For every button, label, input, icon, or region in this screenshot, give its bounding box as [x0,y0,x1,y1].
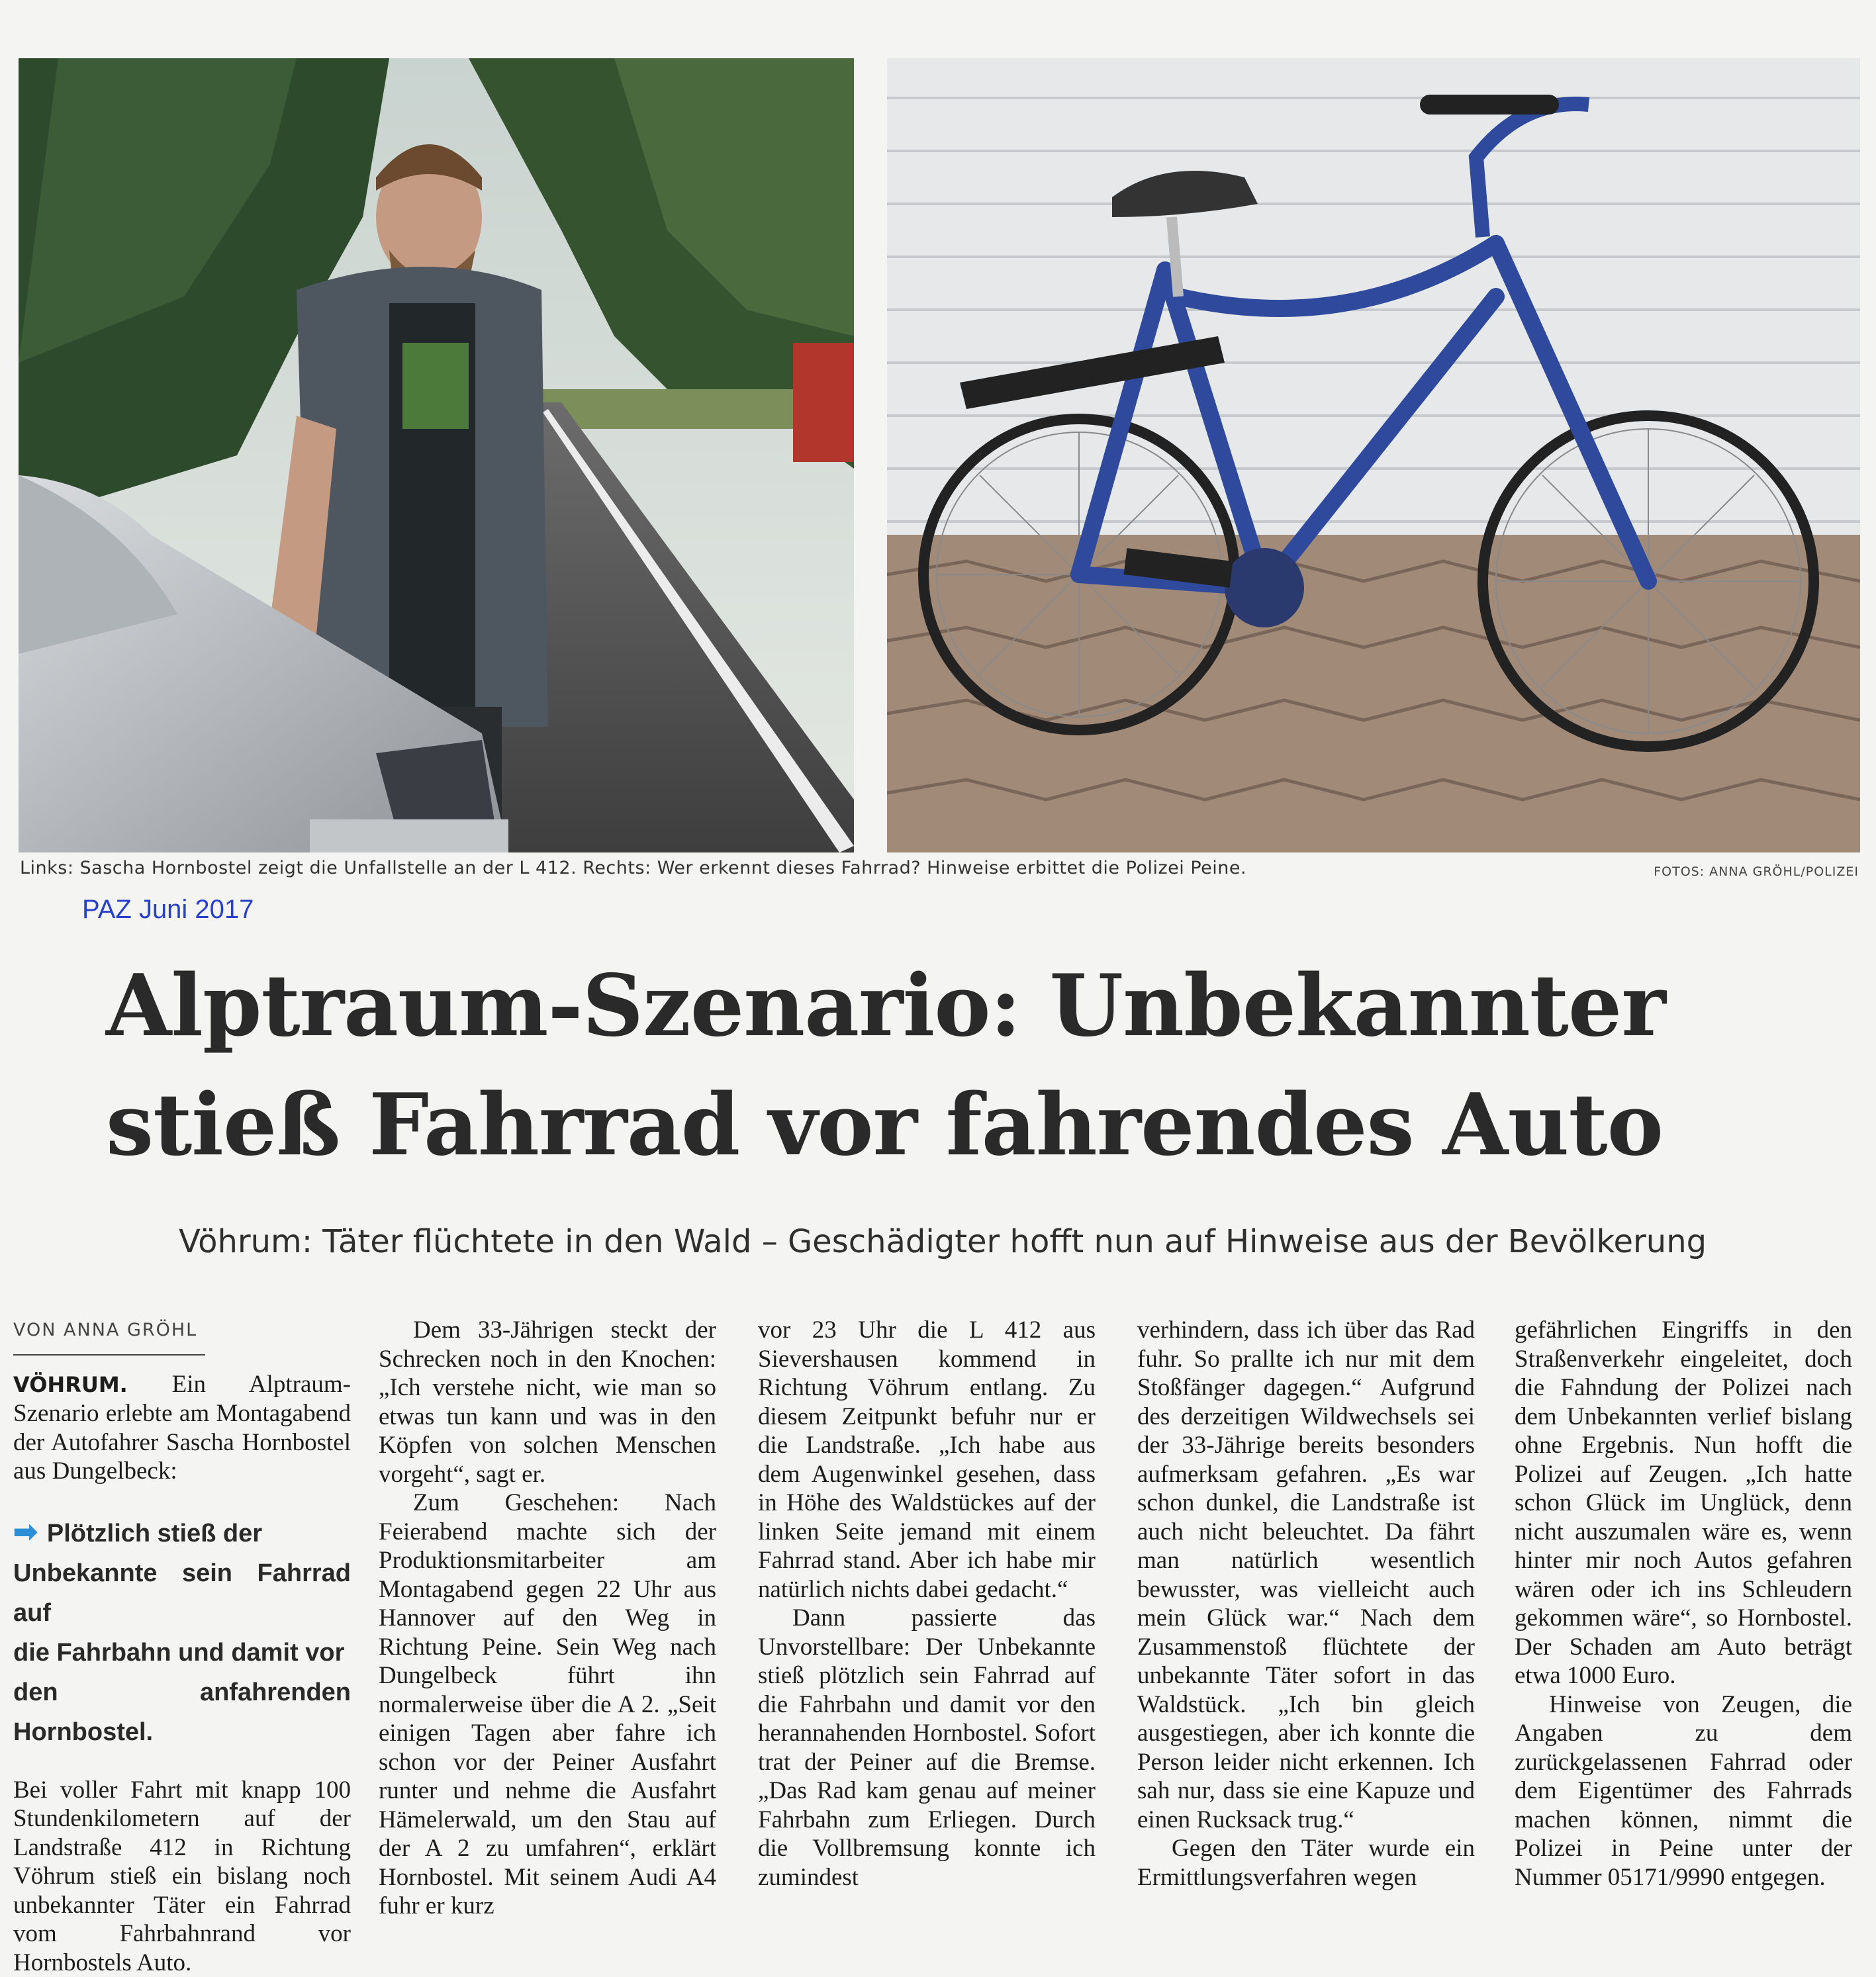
column-2 [379,1316,716,1921]
headline [106,946,1801,1185]
column-3-paragraph-2: Dann passierte das Unvorstellbare: Der Unbekannte stieß plötzlich sein Fahrrad auf die Fahrbahn und damit vor den herannahenden Hornbostel. Sofort trat der Peiner auf die Bremse. „Das Rad kam genau auf meiner Fahrbahn zum Erliegen. Durch die Vollbremsung konnte ich zumindest [758,1604,1096,1892]
source-stamp: PAZ Juni 2017 [82,895,254,925]
column-2-paragraph-2: Zum Geschehen: Nach Feierabend machte sich der Produktionsmitarbeiter am Montagabend gegen 22 Uhr aus Hannover auf den Weg in Richtung Peine. Sein Weg nach Dungelbeck führt ihn normalerweise über die A 2. „Seit einigen Tagen aber fahre ich schon vor der Peiner Ausfahrt runter und nehme die Ausfahrt Hämelerwald, um den Stau auf der A 2 zu umfahren“, erklärt Hornbostel. Mit seinem Audi A4 fuhr er kurz [379,1489,716,1921]
subheadline: Vöhrum: Täter flüchtete in den Wald – Geschädigter hofft nun auf Hinweise aus der Bevölkerung [179,1223,1767,1260]
pullquote-line-4: den anfahrenden Hornbostel. [13,1673,351,1752]
pullquote [13,1512,351,1752]
headline-line-2: stieß Fahrrad vor fahrendes Auto [106,1076,1663,1175]
column-1-paragraph-1 [13,1370,351,1486]
byline: VON ANNA GRÖHL [13,1316,205,1356]
dateline: VÖHRUM. [13,1372,128,1397]
column-4-paragraph-2: Gegen den Täter wurde ein Ermittlungsverfahren wegen [1137,1834,1475,1892]
column-5-paragraph-1: gefährlichen Eingriffs in den Straßenverkehr eingeleitet, doch die Fahndung der Polizei nach dem Unbekannten verlief bislang ohne Ergebnis. Nun hofft die Polizei auf Zeugen. „Ich hatte schon Glück im Unglück, denn nicht auszumalen wäre es, wenn hinter mir noch Autos gefahren wären oder ich ins Schleudern gekommen wäre“, so Hornbostel. Der Schaden am Auto beträgt etwa 1000 Euro. [1515,1316,1852,1690]
pullquote-line-1 [13,1512,351,1553]
column-3-paragraph-1: vor 23 Uhr die L 412 aus Sievershausen kommend in Richtung Vöhrum entlang. Zu diesem Zeitpunkt befuhr nur er die Landstraße. „Ich habe aus dem Augenwinkel gesehen, dass in Höhe des Waldstückes auf der linken Seite jemand mit einem Fahrrad stand. Aber ich habe mir natürlich nichts dabei gedacht.“ [758,1316,1096,1604]
column-1-paragraph-1-text: Ein Alptraum-Szenario erlebte am Montagabend der Autofahrer Sascha Hornbostel aus Dungelbeck: [13,1371,351,1485]
column-3 [758,1316,1096,1892]
column-5 [1515,1316,1852,1892]
pullquote-line-2: Unbekannte sein Fahrrad auf [13,1553,351,1633]
photo-caption: Links: Sascha Hornbostel zeigt die Unfallstelle an der L 412. Rechts: Wer erkennt dieses Fahrrad? Hinweise erbittet die Polizei Peine. [20,858,1246,878]
photo-man-at-road [19,58,854,852]
column-5-paragraph-2: Hinweise von Zeugen, die Angaben zu dem zurückgelassenen Fahrrad oder dem Eigentümer des Fahrrads machen können, nimmt die Polizei in Peine unter der Nummer 05171/9990 entgegen. [1515,1690,1852,1892]
photo-credit: FOTOS: ANNA GRÖHL/POLIZEI [1654,864,1859,879]
column-1-paragraph-2: Bei voller Fahrt mit knapp 100 Stundenkilometern auf der Landstraße 412 in Richtung Vöhrum stieß ein bislang noch unbekannter Täter ein Fahrrad vom Fahrbahnrand vor Hornbostels Auto. [13,1776,351,1977]
photo-bicycle [887,58,1860,852]
pullquote-line-3: die Fahrbahn und damit vor [13,1633,351,1673]
photo-right-illustration [887,58,1860,852]
headline-line-1: Alptraum-Szenario: Unbekannter [106,956,1665,1056]
column-2-paragraph-1: Dem 33-Jährigen steckt der Schrecken noch in den Knochen: „Ich verstehe nicht, wie man so etwas tun kann und was in den Köpfen von solchen Menschen vorgeht“, sagt er. [379,1316,716,1489]
arrow-right-icon: ➡ [13,1516,38,1548]
column-4-paragraph-1: verhindern, dass ich über das Rad fuhr. So prallte ich nur mit dem Stoßfänger dagegen.“ Aufgrund des derzeitigen Wildwechsels sei der 33-Jährige bereits besonders aufmerksam gefahren. „Es war schon dunkel, die Landstraße ist auch nicht beleuchtet. Da fährt man natürlich wesentlich bewusster, was vielleicht auch mein Glück war.“ Nach dem Zusammenstoß flüchtete der unbekannte Täter sofort in das Waldstück. „Ich bin gleich ausgestiegen, aber ich konnte die Person leider nicht erkennen. Ich sah nur, dass sie eine Kapuze und einen Rucksack trug.“ [1137,1316,1475,1834]
column-4 [1137,1316,1475,1892]
photo-left-illustration [19,58,854,852]
column-1 [13,1316,351,1977]
pullquote-line-1-text: Plötzlich stieß der [47,1520,262,1547]
